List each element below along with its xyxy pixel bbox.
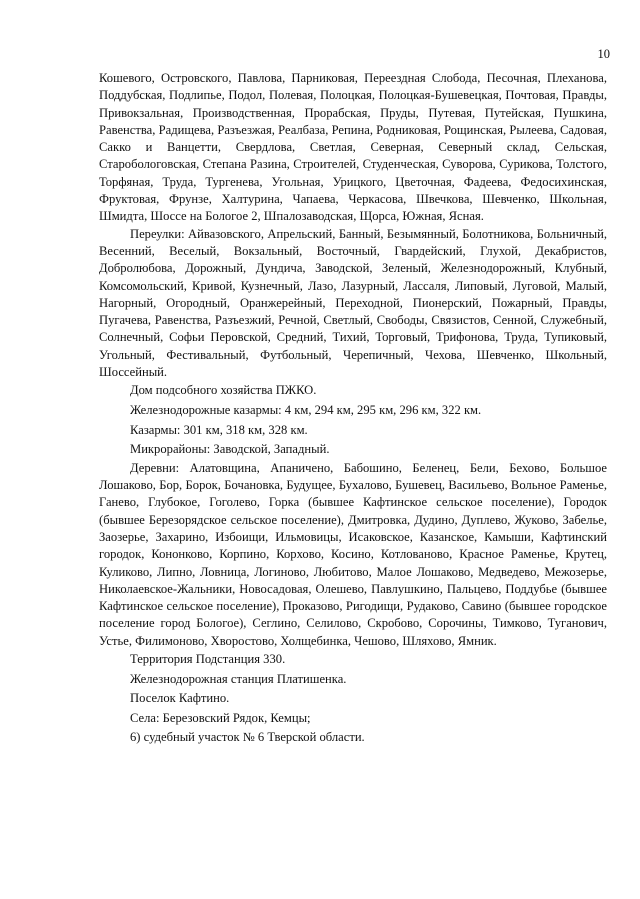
farm-house-entry: Дом подсобного хозяйства ПЖКО. — [130, 383, 317, 398]
settlement-entry: Поселок Кафтино. — [130, 691, 230, 706]
document-body — [99, 70, 607, 748]
substation-entry: Территория Подстанция 330. — [130, 651, 286, 666]
court-district-entry: 6) судебный участок № 6 Тверской области. — [130, 730, 365, 745]
railway-station-entry: Железнодорожная станция Платишенка. — [130, 671, 347, 686]
barracks-entry: Казармы: 301 км, 318 км, 328 км. — [130, 422, 308, 437]
streets-list-continued: Кошевого, Островского, Павлова, Парниковая, Переездная Слобода, Песочная, Плеханова, Поддубская, Подлипье, Подол, Полевая, Полоцкая, Полоцкая-Бушевецкая, Почтовая, Правды, Привокзальная, Производственная, Прорабская, Пруды, Путевая, Путейская, Пушкина, Равенства, Радищева, Разъезжая, Реалбаза, Репина, Родниковая, Рощинская, Рылеева, Садовая, Сакко и Ванцетти, Свердлова, Светлая, Северная, Северный склад, Сельская, Старобологовская, Степана Разина, Строителей, Студенческая, Суворова, Сурикова, Толстого, Торфяная, Труда, Тургенева, Угольная, Урицкого, Цветочная, Фадеева, Федосихинская, Фруктовая, Фрунзе, Халтурина, Чапаева, Черкасова, Швечкова, Шевченко, Школьная, Шмидта, Шоссе на Бологое 2, Шпалозаводская, Щорса, Южная, Ясная. — [99, 71, 607, 224]
selo-entry: Села: Березовский Рядок, Кемцы; — [130, 710, 311, 725]
page-number: 10 — [597, 47, 610, 61]
lanes-list: Переулки: Айвазовского, Апрельский, Банный, Безымянный, Болотникова, Больничный, Весенний, Веселый, Вокзальный, Восточный, Гвардейский, Глухой, Декабристов, Добролюбова, Дорожный, Дундича, Заводской, Зеленый, Железнодорожный, Клубный, Комсомольский, Кривой, Кузнечный, Лазо, Лазурный, Лассаля, Липовый, Луговой, Малый, Нагорный, Огородный, Оранжерейный, Переходной, Пионерский, Пожарный, Правды, Пугачева, Равенства, Разъезжий, Речной, Светлый, Свободы, Связистов, Сенной, Служебный, Солнечный, Софьи Перовской, Средний, Тихий, Торговый, Трифонова, Труда, Тупиковый, Угольный, Фестивальный, Футбольный, Черепичный, Чехова, Шевченко, Школьный, Шоссейный. — [99, 226, 607, 380]
railway-barracks-entry: Железнодорожные казармы: 4 км, 294 км, 295 км, 296 км, 322 км. — [130, 402, 482, 417]
districts-entry: Микрорайоны: Заводской, Западный. — [130, 442, 330, 457]
villages-list: Деревни: Алатовщина, Апаничено, Бабошино, Беленец, Бели, Бехово, Большое Лошаково, Бор, Борок, Бочановка, Будущее, Бухалово, Бушевец, Васильево, Вольное Раменье, Ганево, Глубокое, Гоголево, Горка (бывшее Кафтинское сельское поселение), Городок (бывшее Березорядское сельское поселение), Дмитровка, Дудино, Дуплево, Жуково, Забелье, Заозерье, Захарино, Избоищи, Ильмовицы, Исаковское, Казанское, Камыши, Кафтинский городок, Кононково, Корпино, Корхово, Косино, Котлованово, Красное Раменье, Крутец, Куликово, Липно, Ловница, Логиново, Любитово, Малое Лошаково, Медведево, Межозерье, Николаевское-Жальники, Новосадовая, Олешево, Павлушкино, Пальцево, Поддубье (бывшее Кафтинское сельское поселение), Проказово, Ригодищи, Рудаково, Савино (бывшее городское поселение город Бологое), Сеглино, Селилово, Скробово, Сорочины, Тимково, Туганович, Устье, Филимоново, Хворостово, Холщебинка, Чешово, Шляхово, Ямник. — [99, 460, 607, 648]
